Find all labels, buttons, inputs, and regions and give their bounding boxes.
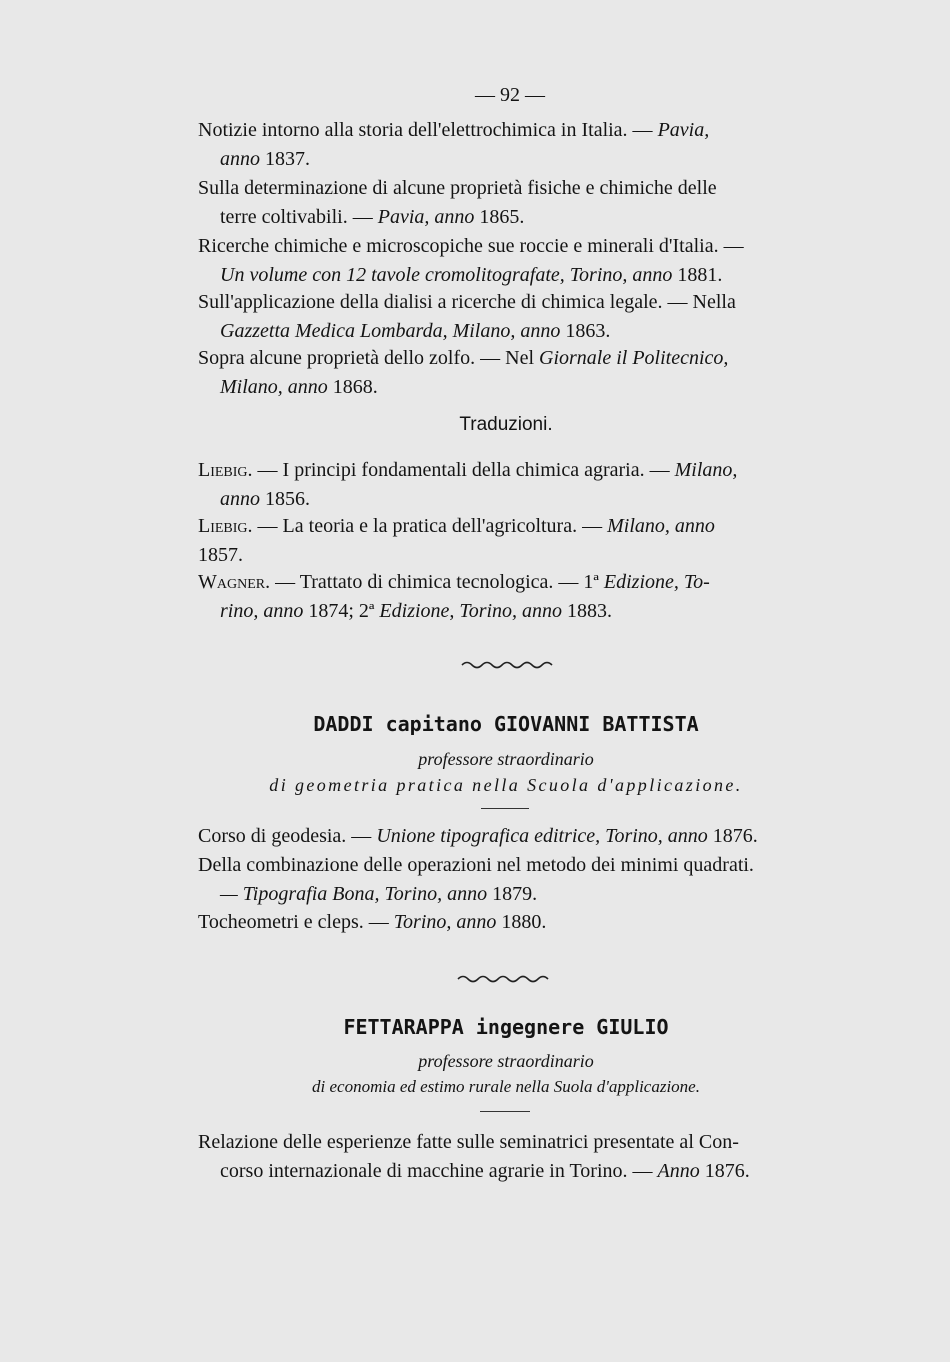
- bibliography-entry: Relazione delle esperienze fatte sulle seminatrici presentate al Con- corso internazionale di macchine agrarie in Torino. — Anno 1876.: [198, 1131, 750, 1182]
- wavy-divider: [456, 972, 554, 986]
- translations-heading: Traduzioni.: [459, 414, 553, 435]
- person-name: DADDI capitano GIOVANNI BATTISTA: [313, 712, 699, 736]
- bibliography-entry: Notizie intorno alla storia dell'elettrochimica in Italia. — Pavia, anno 1837.: [198, 119, 710, 170]
- bibliography-entry: Sopra alcune proprietà dello zolfo. — Nel Giornale il Politecnico, Milano, anno 1868.: [198, 347, 729, 398]
- translation-entry: Liebig. — La teoria e la pratica dell'agricoltura. — Milano, anno 1857.: [198, 515, 715, 566]
- short-rule: [481, 808, 529, 809]
- person-role: professore straordinario: [418, 1051, 594, 1071]
- bibliography-entry: Tocheometri e cleps. — Torino, anno 1880.: [198, 911, 547, 933]
- bibliography-entry: Della combinazione delle operazioni nel metodo dei minimi quadrati. — Tipografia Bona, Torino, anno 1879.: [198, 854, 754, 905]
- person-name: FETTARAPPA ingegnere GIULIO: [343, 1015, 669, 1039]
- person-department: di economia ed estimo rurale nella Suola d'applicazione.: [312, 1077, 700, 1096]
- bibliography-entry: Sull'applicazione della dialisi a ricerche di chimica legale. — Nella Gazzetta Medica Lombarda, Milano, anno 1863.: [198, 291, 736, 342]
- bibliography-entry: Ricerche chimiche e microscopiche sue roccie e minerali d'Italia. — Un volume con 12 tavole cromolitografate, Torino, anno 1881.: [198, 235, 744, 286]
- person-role: professore straordinario: [418, 749, 594, 769]
- bibliography-entry: Sulla determinazione di alcune proprietà fisiche e chimiche delle terre coltivabili. — Pavia, anno 1865.: [198, 177, 717, 228]
- page-number: — 92 —: [475, 84, 545, 106]
- person-department: di geometria pratica nella Scuola d'applicazione.: [269, 775, 743, 795]
- translation-entry: Liebig. — I principi fondamentali della chimica agraria. — Milano, anno 1856.: [198, 459, 738, 510]
- bibliography-entry: Corso di geodesia. — Unione tipografica editrice, Torino, anno 1876.: [198, 825, 758, 847]
- translation-entry: Wagner. — Trattato di chimica tecnologica. — 1ª Edizione, To- rino, anno 1874; 2ª Edizione, Torino, anno 1883.: [198, 571, 710, 622]
- short-rule: [480, 1111, 530, 1112]
- wavy-divider: [460, 658, 558, 672]
